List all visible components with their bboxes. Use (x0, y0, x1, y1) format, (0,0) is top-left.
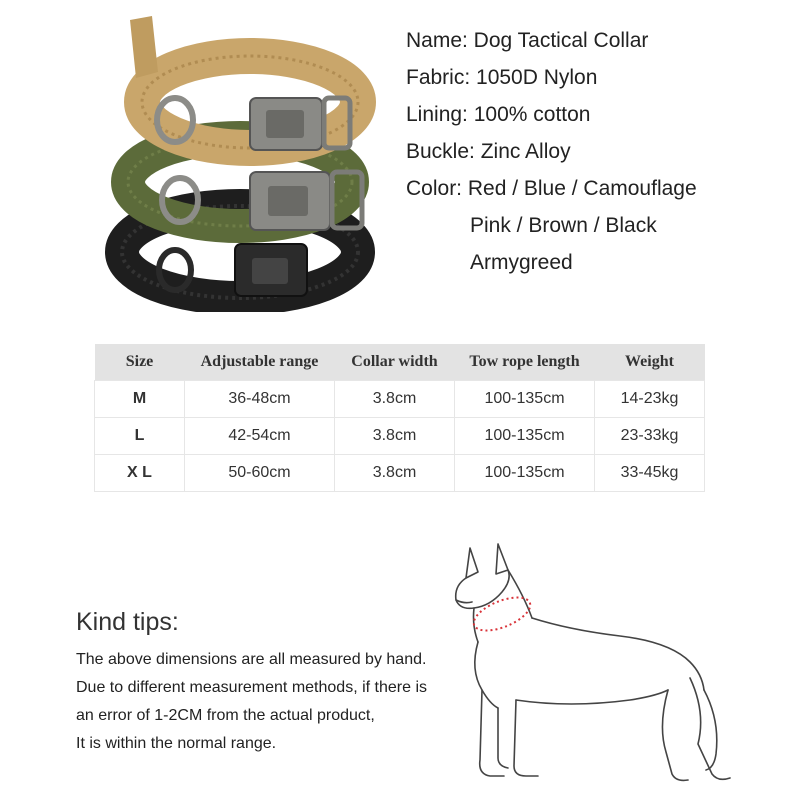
header-tow-rope-length: Tow rope length (455, 344, 595, 381)
header-collar-width: Collar width (335, 344, 455, 381)
cell-size: X L (95, 455, 185, 492)
spec-fabric: Fabric: 1050D Nylon (406, 66, 598, 89)
table-row (95, 455, 705, 492)
tip-line: The above dimensions are all measured by hand. (76, 651, 427, 668)
cell-collar-width: 3.8cm (335, 381, 455, 418)
cell-collar-width: 3.8cm (335, 455, 455, 492)
cell-adjustable-range: 42-54cm (185, 418, 335, 455)
spec-color-cont-2: Armygreed (470, 251, 573, 274)
neck-measurement (469, 591, 534, 638)
cell-tow-rope-length: 100-135cm (455, 418, 595, 455)
spec-list (406, 22, 796, 281)
cell-weight: 14-23kg (595, 381, 705, 418)
header-size: Size (95, 344, 185, 381)
spec-lining: Lining: 100% cotton (406, 103, 591, 126)
cell-weight: 33-45kg (595, 455, 705, 492)
cell-adjustable-range: 36-48cm (185, 381, 335, 418)
cell-adjustable-range: 50-60cm (185, 455, 335, 492)
spec-name: Name: Dog Tactical Collar (406, 29, 649, 52)
tips-title: Kind tips: (76, 608, 179, 636)
header-adjustable-range: Adjustable range (185, 344, 335, 381)
cell-size: L (95, 418, 185, 455)
table-row (95, 381, 705, 418)
dog-illustration (420, 530, 740, 800)
spec-color-cont-1: Pink / Brown / Black (470, 214, 657, 237)
table-row (95, 418, 705, 455)
cell-collar-width: 3.8cm (335, 418, 455, 455)
tips-body (76, 646, 476, 758)
product-image (100, 12, 380, 312)
cell-tow-rope-length: 100-135cm (455, 455, 595, 492)
size-table (94, 344, 705, 492)
cell-weight: 23-33kg (595, 418, 705, 455)
spec-buckle: Buckle: Zinc Alloy (406, 140, 571, 163)
tip-line: It is within the normal range. (76, 735, 277, 752)
header-weight: Weight (595, 344, 705, 381)
table-header-row (95, 344, 705, 381)
cell-tow-rope-length: 100-135cm (455, 381, 595, 418)
tip-line: an error of 1-2CM from the actual product, (76, 707, 375, 724)
tip-line: Due to different measurement methods, if there is (76, 679, 427, 696)
spec-color: Color: Red / Blue / Camouflage (406, 177, 697, 200)
cell-size: M (95, 381, 185, 418)
